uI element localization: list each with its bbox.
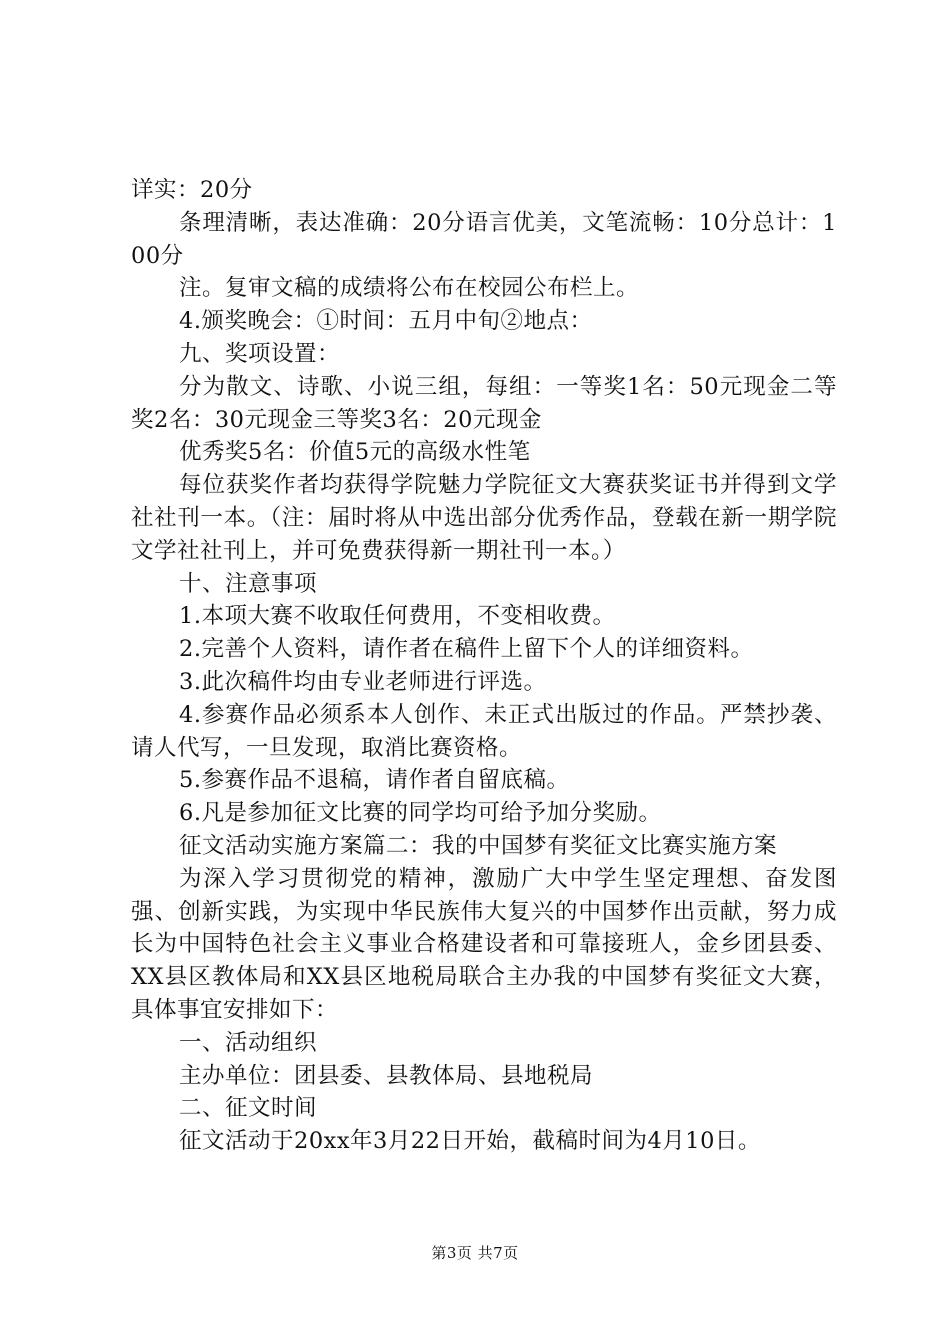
list-item: 1.本项大赛不收取任何费用，不变相收费。 — [179, 603, 616, 630]
section-heading: 十、注意事项 — [179, 570, 318, 597]
paragraph: 每位获奖作者均获得学院魅力学院征文大赛获奖证书并得到文学社社刊一本。（注：届时将从中选出部分优秀作品，登载在新一期学院文学社社刊上，并可免费获得新一期社刊一本。） — [131, 472, 837, 564]
section-heading: 九、奖项设置： — [179, 340, 341, 367]
section-heading: 二、征文时间 — [179, 1095, 318, 1122]
list-item: 2.完善个人资料，请作者在稿件上留下个人的详细资料。 — [179, 636, 754, 663]
list-item: 3.此次稿件均由专业老师进行评选。 — [179, 668, 547, 695]
paragraph: 为深入学习贯彻党的精神，激励广大中学生坚定理想、奋发图强、创新实践，为实现中华民族伟大复兴的中国梦作出贡献，努力成长为中国特色社会主义事业合格建设者和可靠接班人，金乡团县委、XX县区教体局和XX县区地税局联合主办我的中国梦有奖征文大赛，具体事宜安排如下： — [131, 865, 837, 1023]
list-item: 6.凡是参加征文比赛的同学均可给予加分奖励。 — [179, 800, 662, 827]
paragraph: 主办单位：团县委、县教体局、县地税局 — [179, 1062, 594, 1089]
page-footer — [0, 1243, 950, 1263]
list-item: 4.参赛作品必须系本人创作、未正式出版过的作品。严禁抄袭、请人代写，一旦发现，取消比赛资格。 — [131, 701, 837, 761]
paragraph: 注。复审文稿的成绩将公布在校园公布栏上。 — [179, 275, 640, 302]
section-heading: 一、活动组织 — [179, 1029, 318, 1056]
paragraph: 优秀奖5名：价值5元的高级水性笔 — [179, 439, 531, 466]
article-title: 征文活动实施方案篇二：我的中国梦有奖征文比赛实施方案 — [179, 832, 778, 859]
document-body — [131, 174, 837, 1158]
paragraph: 条理清晰，表达准确：20分语言优美，文笔流畅：10分总计：100分 — [131, 209, 837, 269]
paragraph: 详实：20分 — [131, 177, 253, 203]
list-item: 5.参赛作品不退稿，请作者自留底稿。 — [179, 767, 570, 794]
paragraph: 分为散文、诗歌、小说三组，每组：一等奖1名：50元现金二等奖2名：30元现金三等奖3名：20元现金 — [131, 373, 837, 433]
page-number: 第3页 共7页 — [431, 1244, 519, 1262]
paragraph: 征文活动于20xx年3月22日开始，截稿时间为4月10日。 — [179, 1128, 761, 1155]
paragraph: 4.颁奖晚会：①时间：五月中旬②地点： — [179, 308, 593, 335]
